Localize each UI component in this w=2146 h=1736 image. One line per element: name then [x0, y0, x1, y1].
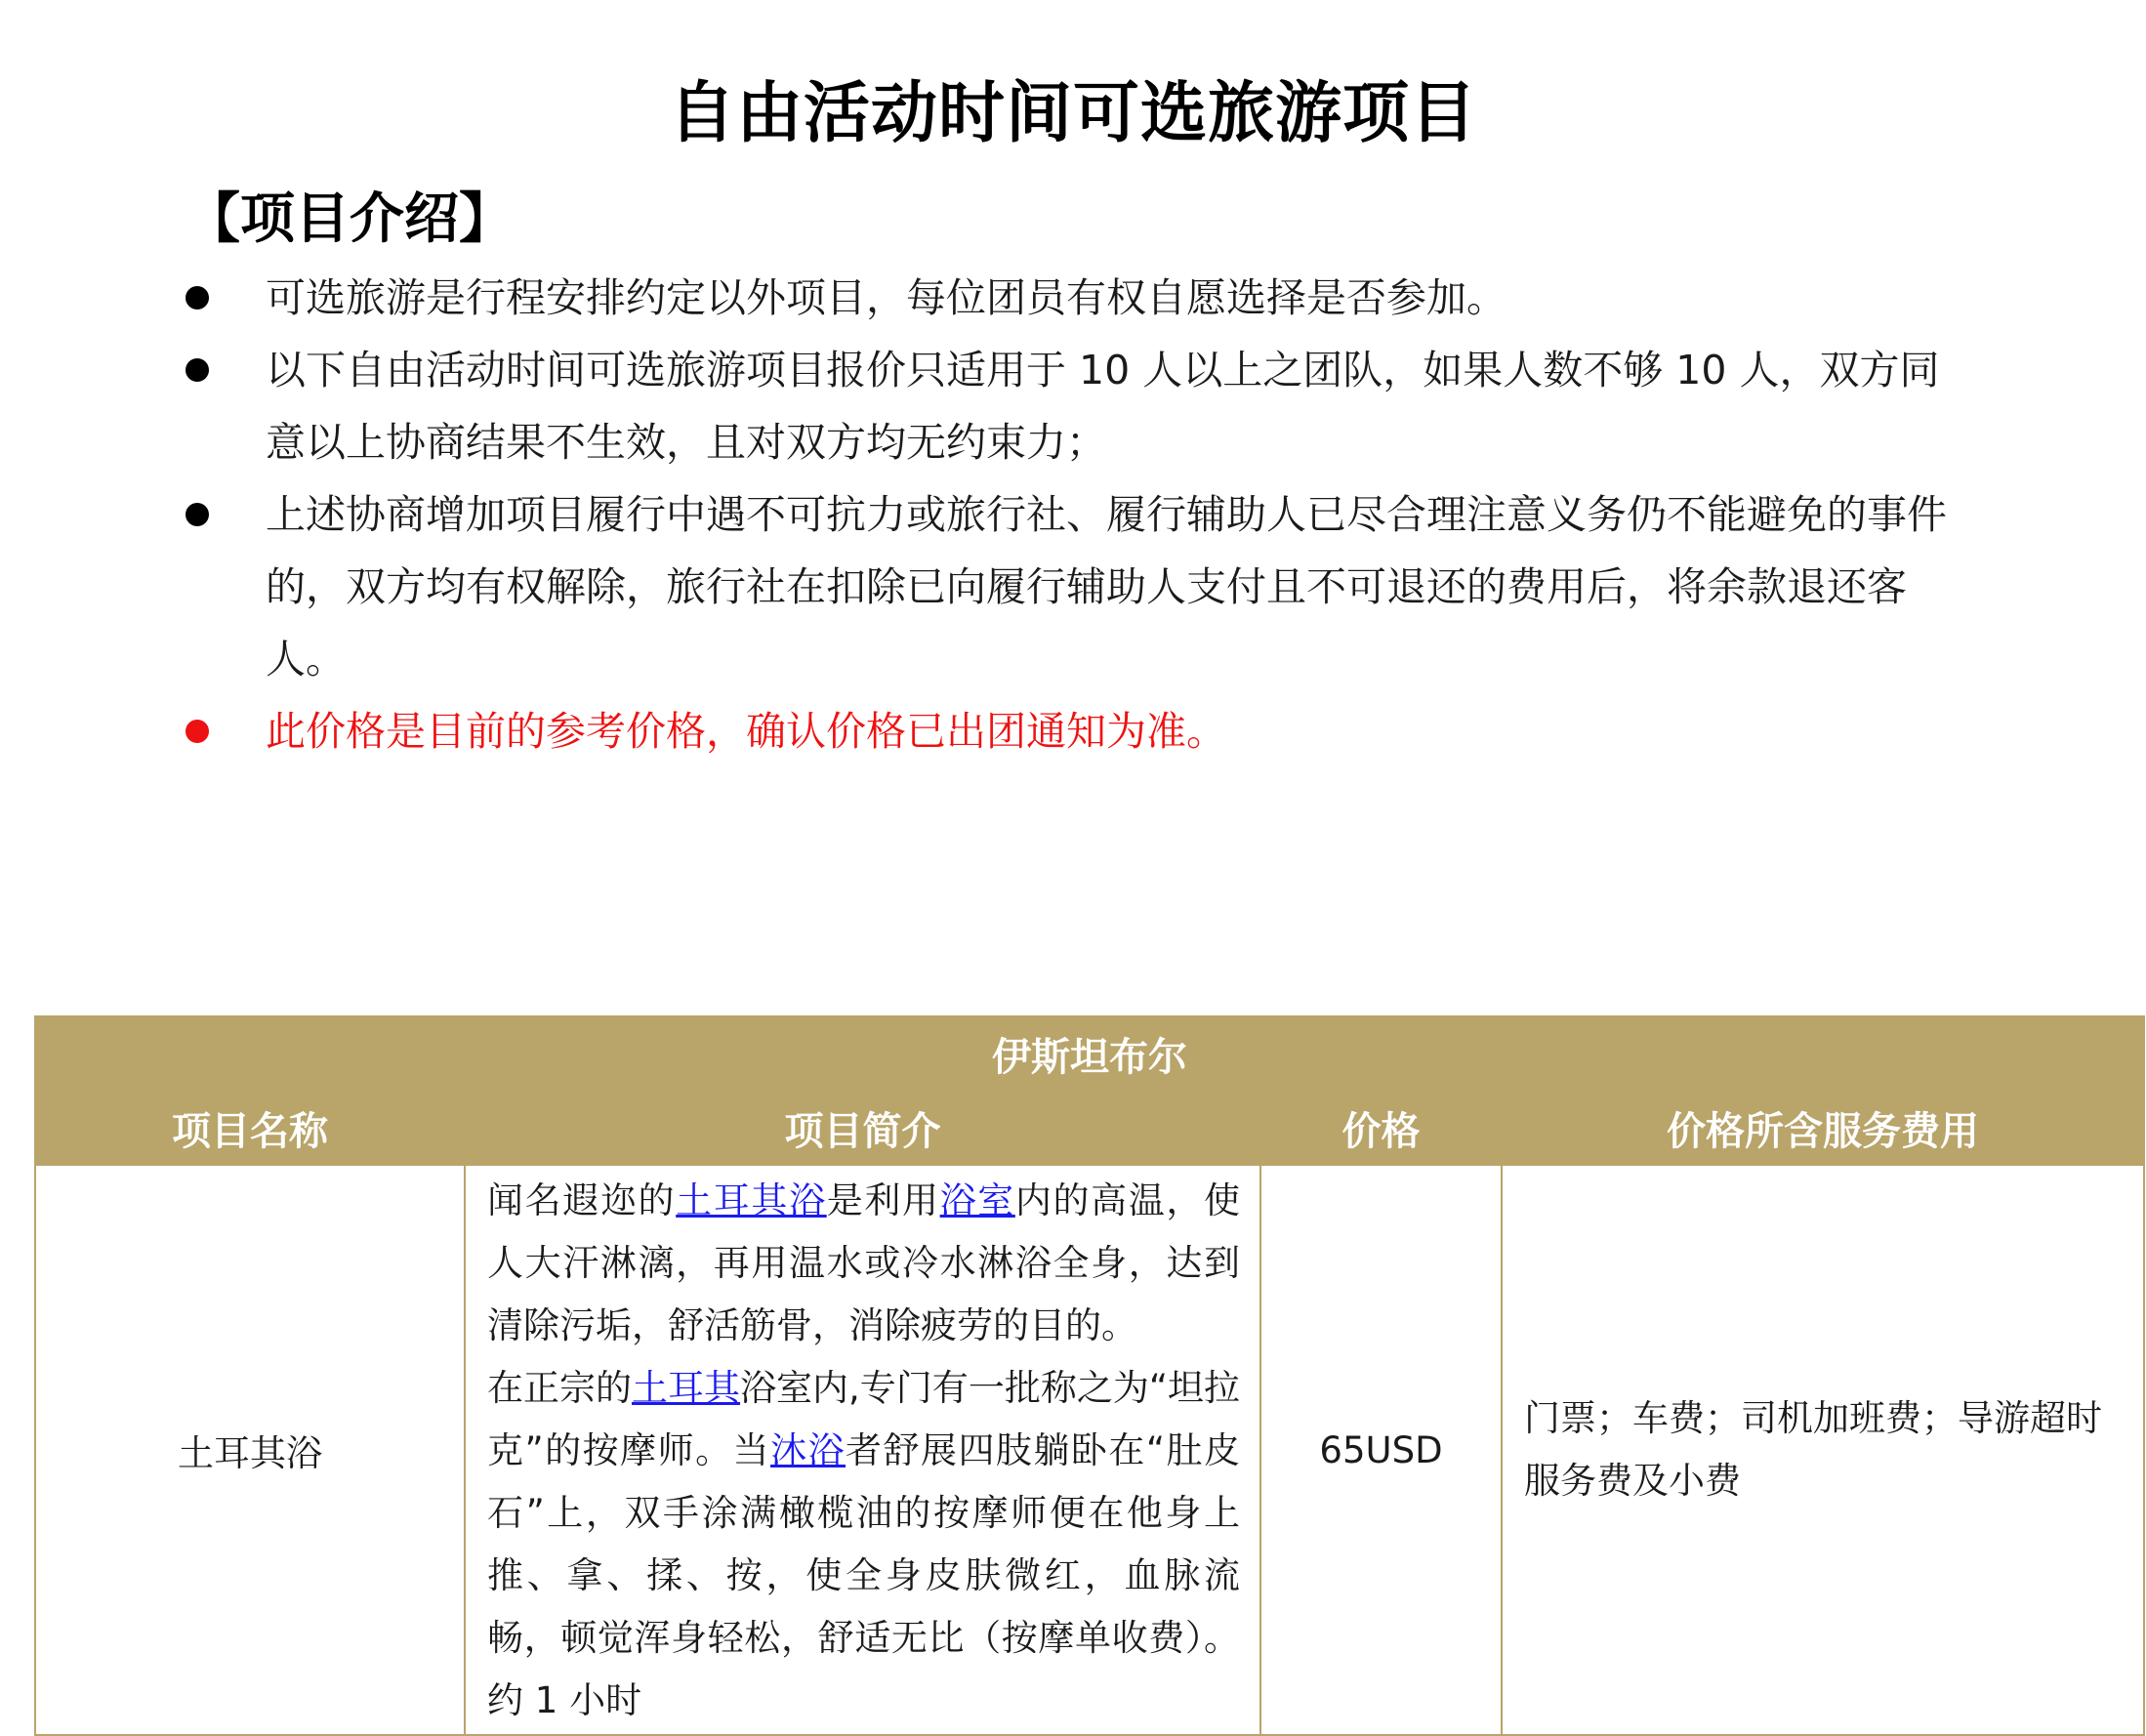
turkish-bath-link[interactable]: 土耳其浴 — [676, 1179, 827, 1221]
table-row — [35, 1165, 2144, 1735]
bullet-dot-icon — [186, 358, 209, 382]
desc-text: 闻名遐迩的 — [487, 1179, 677, 1221]
optional-tours-table — [34, 1015, 2145, 1736]
bullet-text: 可选旅游是行程安排约定以外项目，每位团员有权自愿选择是否参加。 — [266, 274, 1506, 321]
table-header-row — [35, 1092, 2144, 1165]
desc-text: 内的高温，使人大汗淋漓，再用温水或冷水淋浴全身，达到清除污垢，舒活筋骨，消除疲劳的目的。 — [487, 1179, 1241, 1346]
column-header-price: 价格 — [1260, 1092, 1502, 1165]
bullet-dot-icon — [186, 720, 209, 743]
item-included-services: 门票；车费；司机加班费；导游超时服务费及小费 — [1502, 1165, 2144, 1735]
bullet-text: 上述协商增加项目履行中遇不可抗力或旅行社、履行辅助人已尽合理注意义务仍不能避免的事件的，双方均有权解除，旅行社在扣除已向履行辅助人支付且不可退还的费用后，将余款退还客人。 — [266, 491, 1947, 682]
bullet-text: 此价格是目前的参考价格，确认价格已出团通知为准。 — [266, 708, 1226, 755]
item-price: 65USD — [1260, 1165, 1502, 1735]
column-header-description: 项目简介 — [465, 1092, 1260, 1165]
desc-text: 在正宗的 — [487, 1367, 633, 1409]
intro-bullet — [186, 334, 1962, 478]
region-header: 伊斯坦布尔 — [35, 1016, 2144, 1092]
desc-text: 浴室内,专门有一批称之为“坦拉克”的按摩师。当 — [487, 1367, 1241, 1471]
section-title: 【项目介绍】 — [186, 187, 514, 251]
intro-bullet-list — [186, 262, 1962, 767]
column-header-services: 价格所含服务费用 — [1502, 1092, 2144, 1165]
intro-bullet — [186, 262, 1962, 334]
price-notice-bullet — [186, 695, 1962, 767]
bathroom-link[interactable]: 浴室 — [939, 1179, 1015, 1221]
column-header-name: 项目名称 — [35, 1092, 465, 1165]
bullet-dot-icon — [186, 286, 209, 310]
intro-bullet — [186, 478, 1962, 695]
item-description — [465, 1165, 1260, 1735]
desc-text: 者舒展四肢躺卧在“肚皮石”上，双手涂满橄榄油的按摩师便在他身上推、拿、揉、按，使全身皮肤微红，血脉流畅，顿觉浑身轻松，舒适无比（按摩单收费）。约 1 小时 — [487, 1429, 1240, 1721]
page-title: 自由活动时间可选旅游项目 — [668, 75, 1477, 152]
desc-text: 是利用 — [826, 1179, 940, 1221]
item-name: 土耳其浴 — [35, 1165, 465, 1735]
bullet-text: 以下自由活动时间可选旅游项目报价只适用于 10 人以上之团队，如果人数不够 10 人，双方同意以上协商结果不生效，且对双方均无约束力； — [266, 347, 1940, 466]
bullet-dot-icon — [186, 503, 209, 526]
turkey-link[interactable]: 土耳其 — [632, 1367, 741, 1409]
bathing-link[interactable]: 沐浴 — [770, 1429, 846, 1471]
table-region-row — [35, 1016, 2144, 1092]
